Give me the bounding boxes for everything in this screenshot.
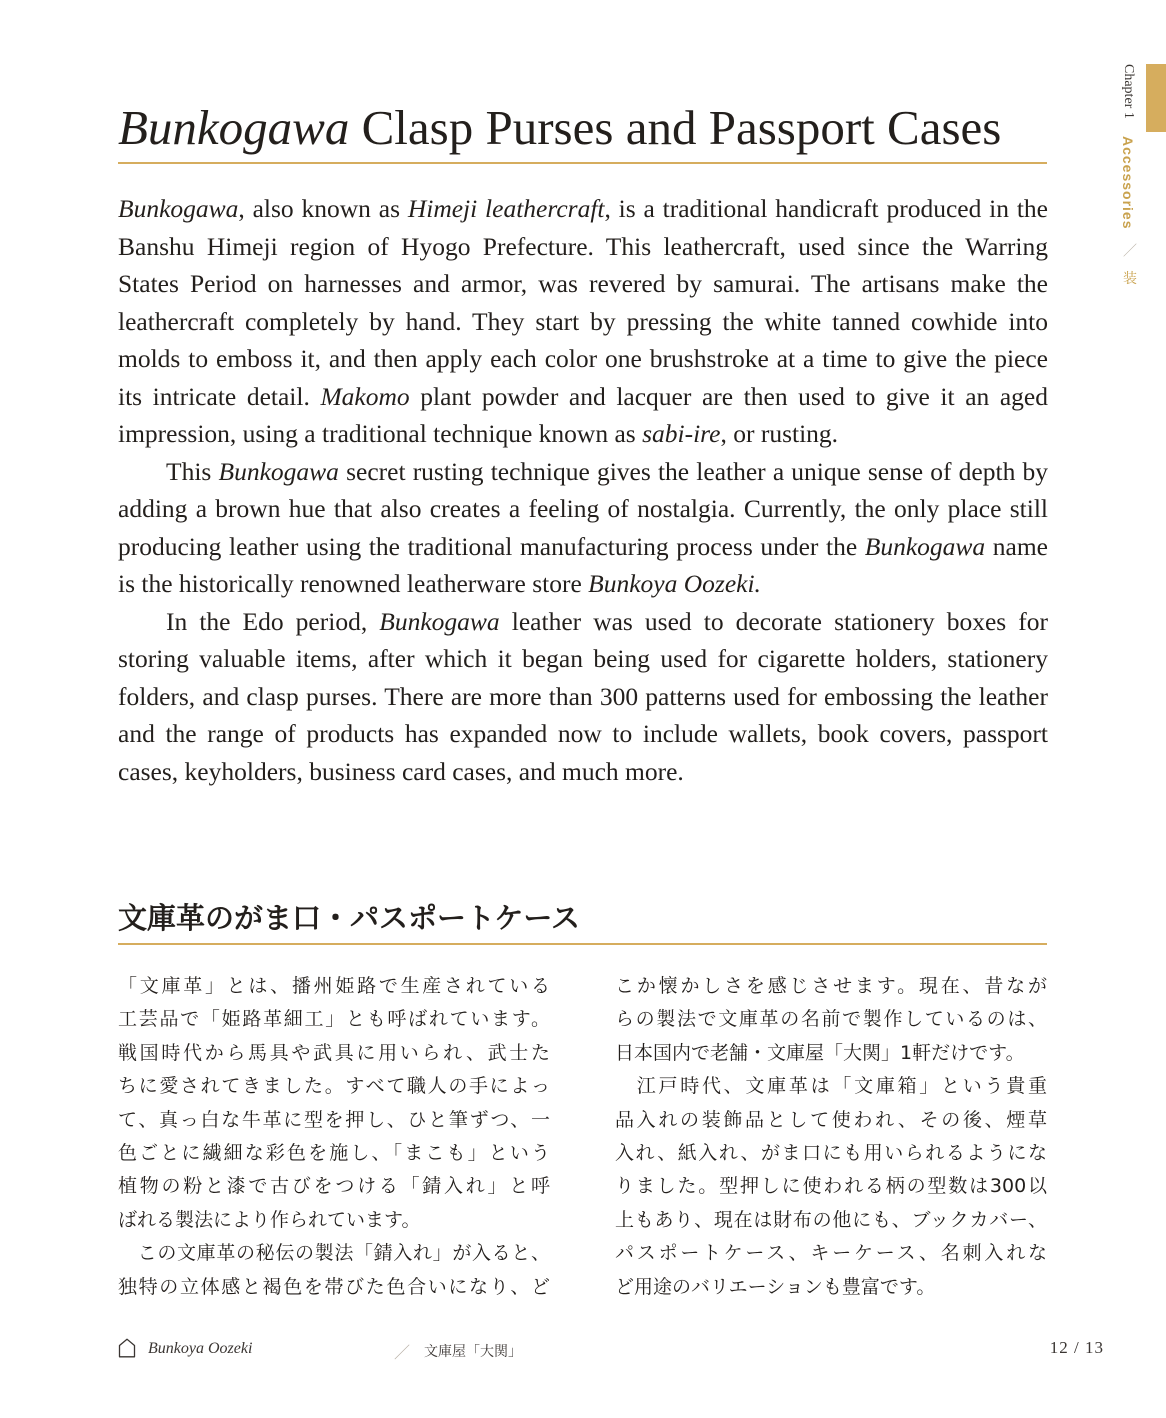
title-underline [118,162,1047,164]
japanese-column-left [118,970,550,1304]
japanese-text-line: 日本国内で老舗・文庫屋「大関」1軒だけです。 [615,1041,1025,1064]
page-footer [118,1338,1104,1362]
english-paragraph [118,190,1048,453]
japanese-text-line: 「文庫革」とは、播州姫路で生産されている [118,975,550,997]
japanese-title: 文庫革のがま口・パスポートケース [118,901,580,935]
japanese-text-line: 戦国時代から馬具や武具に用いられ、武士た [118,1041,550,1064]
text-run: secret rusting technique gives the leather a unique sense of depth by adding a brown hue that also creates a feeling of nostalgia. Currently, the only place still producing leather using the traditional manufacturing process under the [118,456,1048,561]
text-run: , is a traditional handicraft produced in the Banshu Himeji region of Hyogo Prefecture. This leathercraft, used since the Warring States Period on harnesses and armor, was revered by samurai. The artisans make the leathercraft completely by hand. They start by pressing the white tanned cowhide into molds to emboss it, and then apply each color one brushstroke at a time to give the piece its intricate detail. [118,194,1048,411]
chapter-section: Accessories [1120,136,1136,230]
chapter-number: Chapter 1 [1121,64,1136,119]
english-paragraph [118,603,1048,791]
italic-term: Himeji leathercraft [407,194,605,223]
japanese-text-line: 入れ、紙入れ、がま口にも用いられるようにな [615,1142,1047,1165]
italic-term: Makomo [320,381,410,411]
japanese-text-line: パスポートケース、キーケース、名刺入れな [615,1242,1047,1265]
house-outline-icon [118,1338,136,1358]
italic-term: sabi-ire [642,419,721,448]
japanese-text-line: 植物の粉と漆で古びをつける「錆入れ」と呼 [118,1175,550,1198]
text-run: This [166,456,219,486]
japanese-text-line: 工芸品で「姫路革細工」とも呼ばれています。 [118,1008,550,1031]
japanese-text-line: らの製法で文庫革の名前で製作しているのは、 [615,1008,1047,1031]
japanese-text-line: ちに愛されてきました。すべて職人の手によっ [118,1075,550,1098]
japanese-text-line: 独特の立体感と褐色を帯びた色合いになり、ど [118,1275,550,1298]
footer-brand-en: Bunkoya Oozeki [148,1340,253,1357]
english-body [118,190,1048,790]
japanese-title-underline [118,943,1047,945]
page-numbers: 12 / 13 [1049,1338,1104,1357]
italic-term: Bunkogawa [379,606,500,636]
italic-term: Bunkogawa [864,531,986,561]
japanese-text-line: りました。型押しに使われる柄の型数は300以 [615,1175,1047,1198]
text-run: In the Edo period, [166,606,380,636]
japanese-text-line: 上もあり、現在は財布の他にも、ブックカバー、 [615,1208,1047,1231]
italic-term: Bunkoya Oozeki. [588,569,761,598]
chapter-tab-marker [1146,64,1166,132]
japanese-text-line: 品入れの装飾品として使われ、その後、煙草 [615,1108,1047,1131]
japanese-column-right [615,970,1047,1304]
italic-term: Bunkogawa [118,194,239,223]
article-title-rest: Clasp Purses and Passport Cases [349,100,1002,155]
chapter-side-label [1116,64,1140,285]
article-title-italic: Bunkogawa [118,100,350,155]
japanese-text-line: 江戸時代、文庫革は「文庫箱」という貴重 [615,1075,1047,1098]
chapter-section-jp: 装 [1121,270,1136,285]
english-paragraph [118,453,1048,603]
text-run: , or rusting. [720,419,839,448]
chapter-separator: ／ [1121,243,1136,258]
text-run: , also known as [238,194,408,223]
japanese-text-line: ど用途のバリエーションも豊富です。 [615,1275,936,1298]
text-run: name is the historically renowned leatherware store [118,531,1048,598]
text-run: plant powder and lacquer are then used to give it an aged impression, using a traditional technique known as [118,381,1048,448]
japanese-text-line: 色ごとに繊細な彩色を施し、「まこも」という [118,1142,550,1165]
italic-term: Bunkogawa [218,456,339,486]
japanese-text-line: こか懐かしさを感じさせます。現在、昔なが [615,975,1047,997]
footer-separator: ／ [394,1345,411,1362]
japanese-text-line: この文庫革の秘伝の製法「錆入れ」が入ると、 [118,1242,550,1265]
text-run: leather was used to decorate stationery boxes for storing valuable items, after which it began being used for cigarette holders, stationery folders, and clasp purses. There are more than 300 patterns used for embossing the leather and the range of products has expanded now to include wallets, book covers, passport cases, keyholders, business card cases, and much more. [118,606,1048,786]
japanese-text-line: て、真っ白な牛革に型を押し、ひと筆ずつ、一 [118,1108,550,1131]
article-title [118,96,1058,160]
footer-brand-jp: 文庫屋「大関」 [424,1344,522,1360]
japanese-text-line: ばれる製法により作られています。 [118,1208,421,1231]
